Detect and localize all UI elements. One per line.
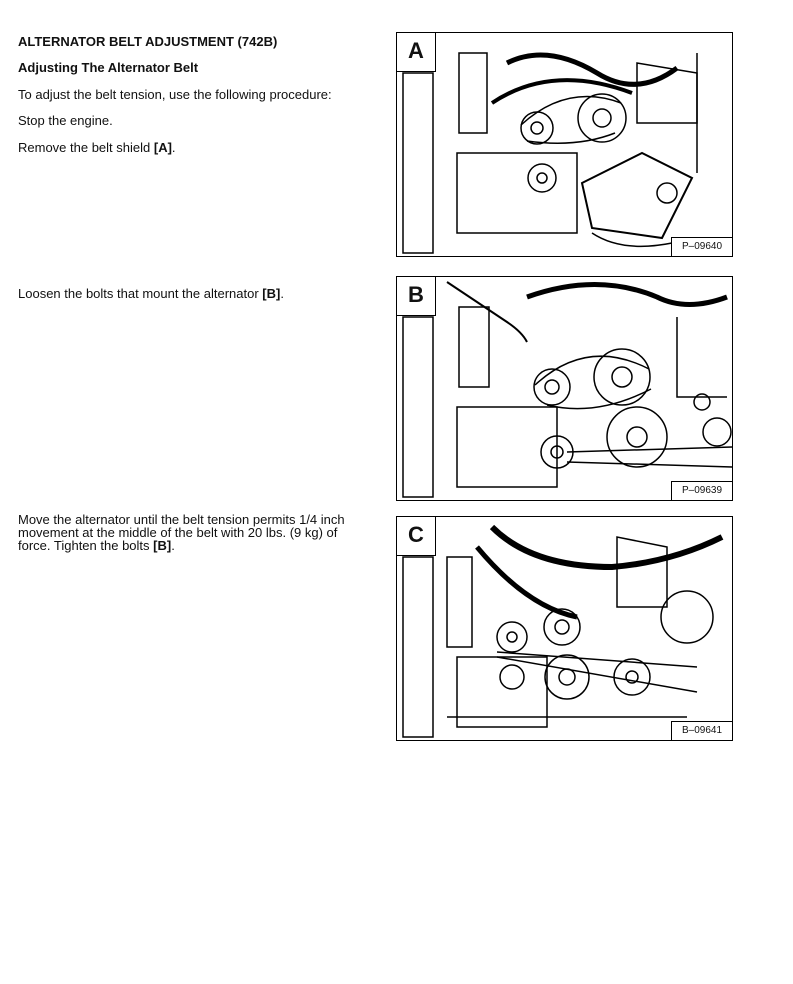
figure-b bbox=[396, 276, 733, 501]
figure-code: P–09639 bbox=[671, 481, 732, 500]
step-text: Move the alternator until the belt tension permits 1/4 inch movement at the middle of the belt with 20 lbs. (9 kg) of force. Tighten the bolts bbox=[18, 512, 345, 554]
figure-a bbox=[396, 32, 733, 257]
step-text-end: . bbox=[171, 140, 176, 155]
step-remove-shield bbox=[18, 141, 176, 154]
figure-ref-b: [B] bbox=[262, 286, 281, 301]
step-stop-engine: Stop the engine. bbox=[18, 113, 113, 128]
section-title: ALTERNATOR BELT ADJUSTMENT (742B) bbox=[18, 34, 278, 49]
figure-code: P–09640 bbox=[671, 237, 732, 256]
section-subtitle: Adjusting The Alternator Belt bbox=[18, 60, 199, 75]
step-text-end: . bbox=[280, 286, 284, 301]
figure-ref-b: [B] bbox=[153, 538, 172, 554]
step-text: Remove the belt shield bbox=[18, 140, 154, 155]
step-loosen-bolts bbox=[18, 287, 284, 300]
figure-ref-a: [A] bbox=[153, 140, 172, 155]
figure-code: B–09641 bbox=[671, 721, 732, 740]
engine-illustration-c bbox=[397, 517, 733, 741]
step-text: Loosen the bolts that mount the alternator bbox=[18, 286, 263, 301]
engine-illustration-a bbox=[397, 33, 733, 257]
step-text-end: . bbox=[171, 538, 175, 554]
figure-c bbox=[396, 516, 733, 741]
step-move-alternator bbox=[18, 513, 363, 553]
step-intro: To adjust the belt tension, use the following procedure: bbox=[18, 87, 332, 102]
engine-illustration-b bbox=[397, 277, 733, 501]
figure-letter: B bbox=[397, 277, 436, 316]
figure-letter: C bbox=[397, 517, 436, 556]
figure-letter: A bbox=[397, 33, 436, 72]
